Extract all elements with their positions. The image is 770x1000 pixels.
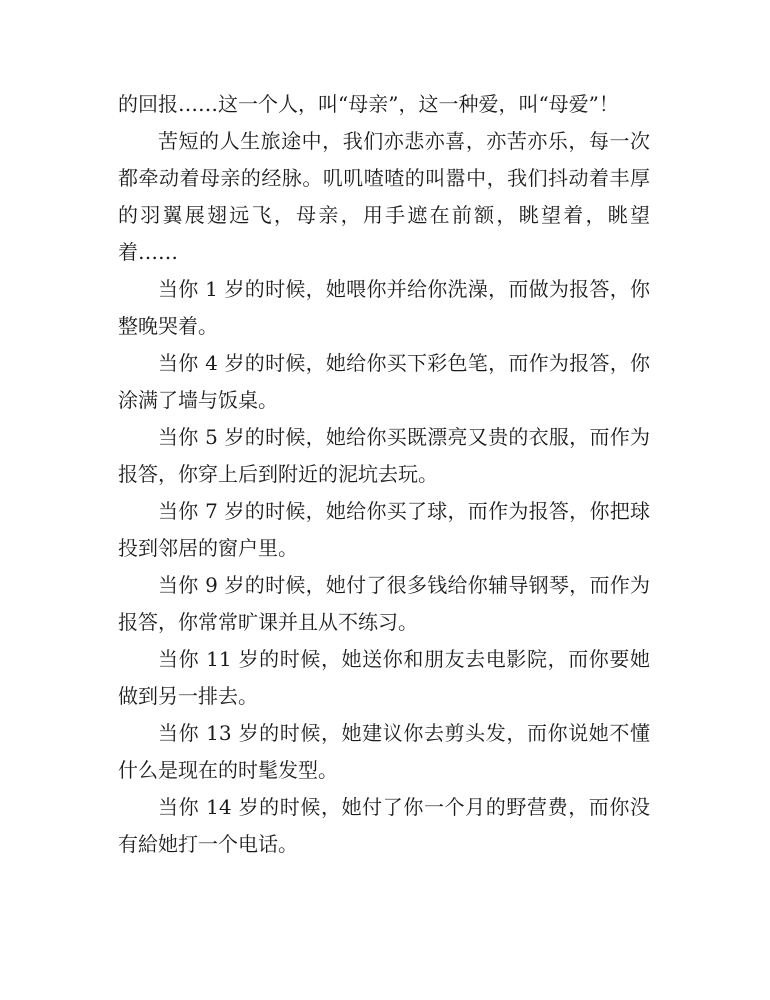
paragraph-age-13: 当你 13 岁的时候，她建议你去剪头发，而你说她不懂什么是现在的时髦发型。 <box>118 721 650 782</box>
paragraph-life-journey: 苦短的人生旅途中，我们亦悲亦喜，亦苦亦乐，每一次都牵动着母亲的经脉。叽叽喳喳的叫嚣中，我们抖动着丰厚的羽翼展翅远飞，母亲，用手遮在前额，眺望着，眺望着…… <box>118 129 650 264</box>
paragraph-age-11: 当你 11 岁的时候，她送你和朋友去电影院，而你要她做到另一排去。 <box>118 647 650 708</box>
paragraph-age-1: 当你 1 岁的时候，她喂你并给你洗澡，而做为报答，你整晚哭着。 <box>118 277 650 338</box>
paragraph-age-9: 当你 9 岁的时候，她付了很多钱给你辅导钢琴，而作为报答，你常常旷课并且从不练习。 <box>118 573 650 634</box>
paragraph-age-5: 当你 5 岁的时候，她给你买既漂亮又贵的衣服，而作为报答，你穿上后到附近的泥坑去玩。 <box>118 425 650 486</box>
paragraph-age-4: 当你 4 岁的时候，她给你买下彩色笔，而作为报答，你涂满了墙与饭桌。 <box>118 351 650 412</box>
paragraph-closing-line: 的回报……这一个人，叫“母亲”，这一种爱，叫“母爱”！ <box>118 92 619 116</box>
document-body <box>118 86 650 863</box>
paragraph-age-14: 当你 14 岁的时候，她付了你一个月的野营费，而你没有給她打一个电话。 <box>118 795 650 856</box>
paragraph-age-7: 当你 7 岁的时候，她给你买了球，而作为报答，你把球投到邻居的窗户里。 <box>118 499 650 560</box>
